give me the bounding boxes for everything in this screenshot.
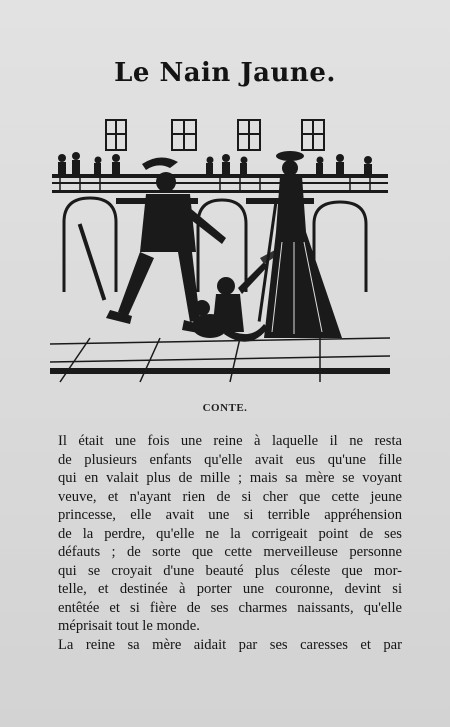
text-line: de plusieurs enfants qu'elle avait eus qu'une fille	[58, 451, 402, 468]
section-subtitle: CONTE.	[202, 402, 248, 414]
text-line: entêtée et si fière de ses charmes naissants, qu'elle	[58, 599, 402, 616]
text-line: défauts ; de sorte que cette merveilleuse personne	[58, 544, 402, 560]
text-line: telle, et destinée à porter une couronne, devint si	[58, 581, 402, 597]
text-line: Il était une fois une reine à laquelle il ne resta	[58, 433, 402, 449]
text-line: princesse, elle avait une si terrible appréhension	[58, 507, 402, 523]
text-line: La reine sa mère aidait par ses caresses et par	[58, 636, 402, 653]
woodcut-illustration-icon	[50, 112, 390, 384]
text-line: qui se croyait d'une beauté plus céleste que mor-	[58, 562, 402, 579]
text-line: de la perdre, qu'elle ne la corrigeait point de ses	[58, 525, 402, 542]
text-line: veuve, et n'ayant rien de si cher que cette jeune	[58, 488, 402, 505]
page-title: Le Nain Jaune.	[114, 58, 336, 88]
text-line: qui en valait plus de mille ; mais sa mère se voyant	[58, 470, 402, 486]
text-line: méprisait tout le monde.	[58, 618, 200, 634]
body-text	[58, 432, 402, 654]
